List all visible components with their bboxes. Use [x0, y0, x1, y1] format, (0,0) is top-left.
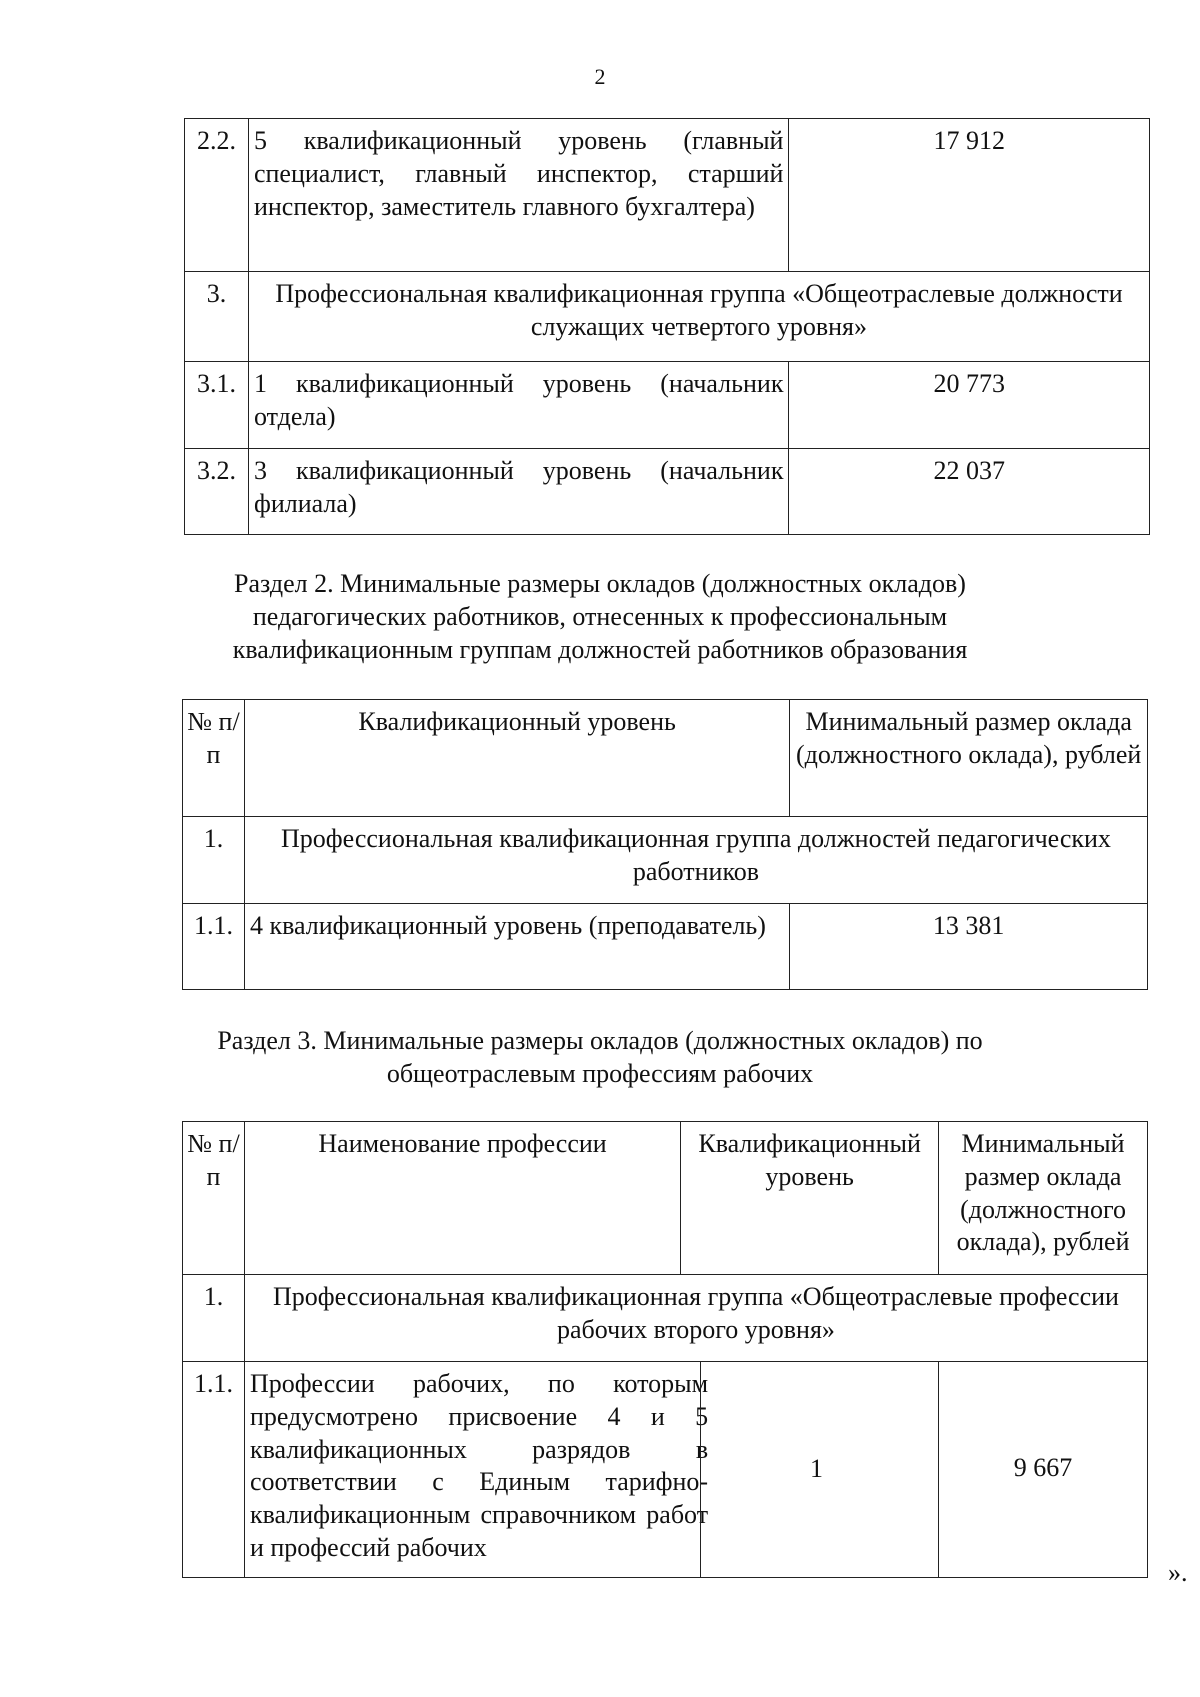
- row-number: 2.2.: [185, 119, 249, 272]
- qualification-group: Профессиональная квалификационная группа должностей педагогических работников: [244, 817, 1147, 904]
- header-qualification-level: Квалификационный уровень: [681, 1122, 939, 1275]
- table-row: [183, 904, 1148, 990]
- section-3-heading-line: общеотраслевым профессиям рабочих: [386, 1058, 814, 1088]
- section-2-heading-line: квалификационным группам должностей работников образования: [232, 634, 968, 664]
- qualification-level: 1 квалификационный уровень (начальник отдела): [248, 362, 789, 449]
- qualification-level: 5 квалификационный уровень (главный специалист, главный инспектор, старший инспектор, заместитель главного бухгалтера): [248, 119, 789, 272]
- section-3-heading-line: Раздел 3. Минимальные размеры окладов (должностных окладов) по: [217, 1026, 983, 1055]
- salary-value: 17 912: [789, 119, 1150, 272]
- header-number: № п/п: [183, 1122, 245, 1275]
- table-row: [185, 119, 1150, 272]
- workers-salary-table: [182, 1121, 1148, 1578]
- table-row: [183, 1362, 1148, 1578]
- profession-name: Профессии рабочих, по которым предусмотрено присвоение 4 и 5 квалификационных разрядов в соответствии с Единым тарифно-квалификационным справочником работ и профессий рабочих: [244, 1362, 938, 1578]
- row-number: 1.: [183, 817, 245, 904]
- qualification-level-value: 1: [810, 1454, 823, 1483]
- page-number: 2: [594, 64, 606, 89]
- qualification-level: 4 квалификационный уровень (преподаватель): [244, 904, 789, 990]
- table-header-row: [183, 1122, 1148, 1275]
- salary-value: 22 037: [789, 449, 1150, 535]
- group-row: [183, 817, 1148, 904]
- table-row: [185, 449, 1150, 535]
- table-header-row: [183, 700, 1148, 817]
- row-number: 3.: [185, 272, 249, 362]
- table-row: [185, 362, 1150, 449]
- group-row: [183, 1275, 1148, 1362]
- teachers-salary-table: [182, 699, 1148, 990]
- row-number: 1.1.: [183, 1362, 245, 1578]
- qualification-group: Профессиональная квалификационная группа «Общеотраслевые профессии рабочих второго уровня»: [244, 1275, 1147, 1362]
- qualification-level-cell: [700, 1361, 932, 1577]
- row-number: 3.1.: [185, 362, 249, 449]
- header-qualification-level: Квалификационный уровень: [244, 700, 789, 817]
- header-profession: Наименование профессии: [244, 1122, 680, 1275]
- row-number: 1.1.: [183, 904, 245, 990]
- header-salary: Минимальный размер оклада (должностного оклада), рублей: [939, 1122, 1148, 1275]
- group-row: [185, 272, 1150, 362]
- header-salary: Минимальный размер оклада (должностного оклада), рублей: [790, 700, 1148, 817]
- salary-value: 20 773: [789, 362, 1150, 449]
- row-number: 1.: [183, 1275, 245, 1362]
- section-2-heading: [0, 568, 1200, 666]
- salary-table-continued: [184, 118, 1150, 535]
- section-3-heading: [0, 1025, 1200, 1091]
- header-number: № п/п: [183, 700, 245, 817]
- qualification-group: Профессиональная квалификационная группа «Общеотраслевые должности служащих четвертого уровня»: [248, 272, 1149, 362]
- qualification-level: 3 квалификационный уровень (начальник филиала): [248, 449, 789, 535]
- section-2-heading-line: Раздел 2. Минимальные размеры окладов (должностных окладов): [234, 569, 966, 598]
- section-2-heading-line: педагогических работников, отнесенных к профессиональным: [252, 601, 948, 631]
- salary-value: 13 381: [790, 904, 1148, 990]
- salary-value: 9 667: [939, 1362, 1148, 1578]
- row-number: 3.2.: [185, 449, 249, 535]
- closing-quote: ».: [1168, 1558, 1188, 1587]
